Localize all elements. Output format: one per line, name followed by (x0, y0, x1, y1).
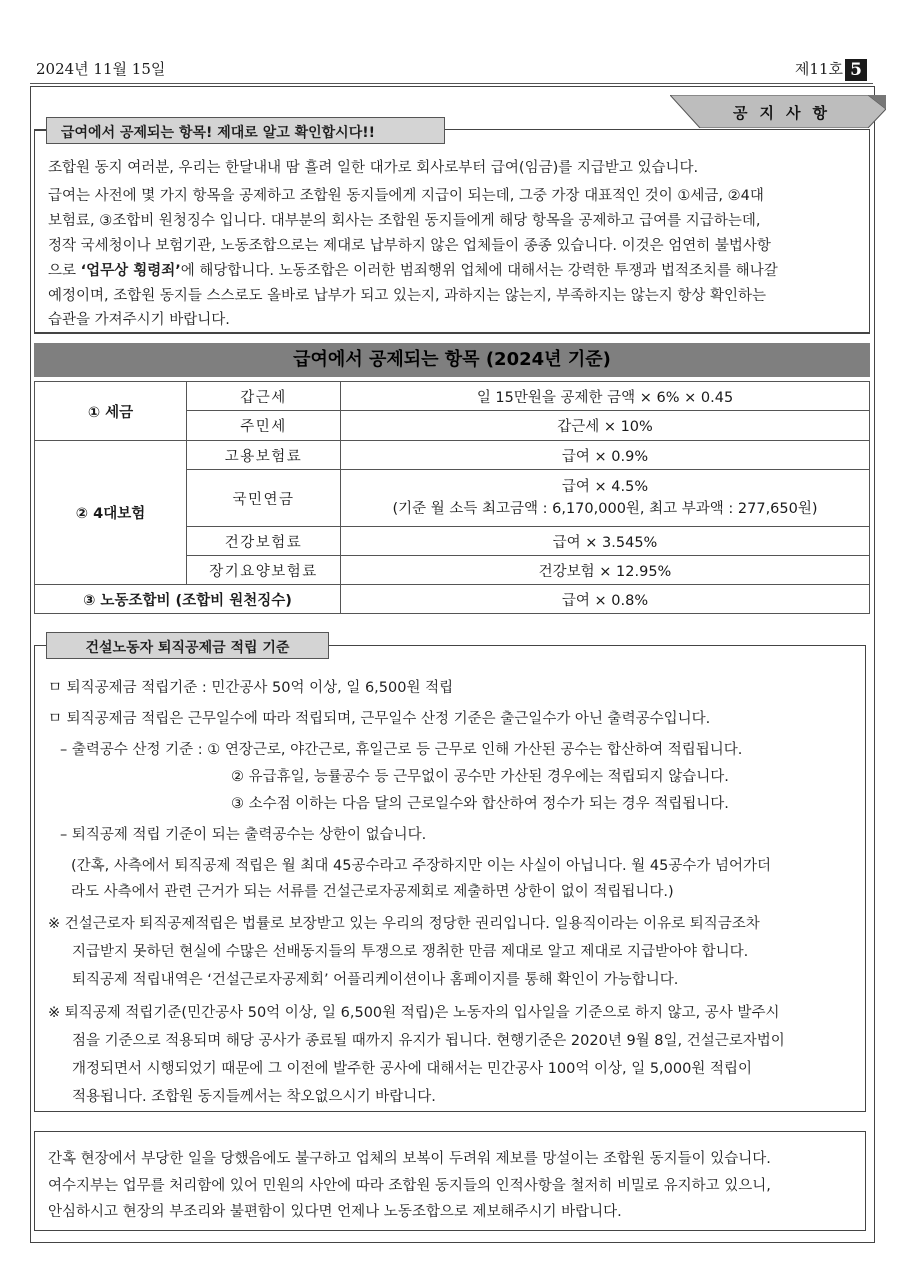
retirement-line-2: ㅁ 퇴직공제금 적립은 근무일수에 따라 적립되며, 근무일수 산정 기준은 출근일수가 아닌 출력공수입니다. (48, 711, 711, 727)
retirement-line-15: 적용됩니다. 조합원 동지들께서는 착오없으시기 바랍니다. (72, 1089, 436, 1105)
formula-health-insurance: 급여 × 3.545% (341, 527, 870, 556)
section1-line5: 예정이며, 조합원 동지들 스스로도 올바로 납부가 되고 있는지, 과하지는 않는지, 부족하지는 않는지 항상 확인하는 (48, 288, 767, 304)
section1-line4-pre: 으로 (48, 263, 81, 279)
item-income-tax: 갑근세 (187, 382, 341, 411)
section1-line3: 정작 국세청이나 보험기관, 노동조합으로는 제대로 납부하지 않은 업체들이 종종 있습니다. 이것은 엄연히 불법사항 (48, 238, 771, 254)
retirement-line-9: ※ 건설근로자 퇴직공제적립은 법률로 보장받고 있는 우리의 정당한 권리입니다. 일용직이라는 이유로 퇴직금조차 (48, 916, 760, 932)
deduction-table (34, 381, 870, 614)
retirement-line-6: – 퇴직공제 적립 기준이 되는 출력공수는 상한이 없습니다. (60, 827, 427, 843)
footer-notice-line-3: 안심하시고 현장의 부조리와 불편함이 있다면 언제나 노동조합으로 제보해주시기 바랍니다. (48, 1204, 622, 1220)
footer-notice-line-1: 간혹 현장에서 부당한 일을 당했음에도 불구하고 업체의 보복이 두려워 제보를 망설이는 조합원 동지들이 있습니다. (48, 1151, 771, 1167)
insurance-category: ② 4대보험 (35, 441, 187, 585)
issue-date: 2024년 11월 15일 (36, 60, 166, 78)
retirement-line-10: 지급받지 못하던 현실에 수많은 선배동지들의 투쟁으로 쟁취한 만큼 제대로 알고 제대로 지급받아야 합니다. (72, 944, 749, 960)
section1-line6: 습관을 가져주시기 바랍니다. (48, 312, 230, 328)
deduction-table-title: 급여에서 공제되는 항목 (2024년 기준) (34, 343, 870, 377)
item-resident-tax: 주민세 (187, 411, 341, 441)
formula-union-dues: 급여 × 0.8% (341, 585, 870, 614)
section1-line1: 급여는 사전에 몇 가지 항목을 공제하고 조합원 동지들에게 지급이 되는데, 그중 가장 대표적인 것이 ①세금, ②4대 (48, 188, 764, 204)
table-row (35, 441, 870, 470)
item-employment-insurance: 고용보험료 (187, 441, 341, 470)
retirement-line-11: 퇴직공제 적립내역은 ‘건설근로자공제회’ 어플리케이션이나 홈페이지를 통해 확인이 가능합니다. (72, 972, 679, 988)
pension-note: (기준 월 소득 최고금액 : 6,170,000원, 최고 부과액 : 277,650원) (392, 501, 818, 517)
formula-long-term-care: 건강보험 × 12.95% (341, 556, 870, 585)
retirement-line-3: – 출력공수 산정 기준 : ① 연장근로, 야간근로, 휴일근로 등 근무로 인해 가산된 공수는 합산하여 적립됩니다. (60, 742, 743, 758)
section1-paragraph1: 조합원 동지 여러분, 우리는 한달내내 땀 흘려 일한 대가로 회사로부터 급여(임금)를 지급받고 있습니다. (48, 160, 699, 176)
tax-category: ① 세금 (35, 382, 187, 441)
notice-tab-label: 공지사항 (733, 104, 839, 122)
retirement-line-8: 라도 사측에서 관련 근거가 되는 서류를 건설근로자공제회로 제출하면 상한이 없이 적립됩니다.) (71, 884, 674, 900)
pension-formula: 급여 × 4.5% (561, 479, 649, 495)
section1-line4-post: 에 해당합니다. 노동조합은 이러한 범죄행위 업체에 대해서는 강력한 투쟁과 법적조치를 해나갈 (180, 263, 778, 279)
page-number: 5 (845, 59, 867, 81)
section1-line4 (48, 259, 858, 283)
retirement-line-5: ③ 소수점 이하는 다음 달의 근로일수와 합산하여 정수가 되는 경우 적립됩니다. (231, 796, 729, 812)
retirement-line-7: (간혹, 사측에서 퇴직공제 적립은 월 최대 45공수라고 주장하지만 이는 사실이 아닙니다. 월 45공수가 넘어가더 (71, 858, 771, 874)
formula-resident-tax: 갑근세 × 10% (341, 411, 870, 441)
retirement-line-14: 개정되면서 시행되었기 때문에 그 이전에 발주한 공사에 대해서는 민간공사 100억 이상, 일 5,000원 적립이 (72, 1061, 752, 1077)
table-row (35, 382, 870, 411)
section2-title: 건설노동자 퇴직공제금 적립 기준 (46, 632, 329, 659)
formula-employment-insurance: 급여 × 0.9% (341, 441, 870, 470)
retirement-line-12: ※ 퇴직공제 적립기준(민간공사 50억 이상, 일 6,500원 적립)은 노동자의 입사일을 기준으로 하지 않고, 공사 발주시 (48, 1005, 780, 1021)
retirement-line-4: ② 유급휴일, 능률공수 등 근무없이 공수만 가산된 경우에는 적립되지 않습니다. (231, 769, 729, 785)
formula-national-pension (341, 470, 870, 527)
header-rule (30, 83, 873, 84)
item-national-pension: 국민연금 (187, 470, 341, 527)
union-dues-category: ③ 노동조합비 (조합비 원천징수) (35, 585, 341, 614)
table-row (35, 585, 870, 614)
issue-number: 제11호 (794, 60, 843, 78)
section1-title-rule (34, 130, 46, 131)
embezzlement-term: ‘업무상 횡령죄’ (80, 263, 181, 279)
section1-line2: 보험료, ③조합비 원청징수 입니다. 대부분의 회사는 조합원 동지들에게 해당 항목을 공제하고 급여를 지급하는데, (48, 213, 761, 229)
notice-tab (670, 95, 886, 128)
retirement-line-1: ㅁ 퇴직공제금 적립기준 : 민간공사 50억 이상, 일 6,500원 적립 (48, 680, 454, 696)
item-long-term-care: 장기요양보험료 (187, 556, 341, 585)
footer-notice-line-2: 여수지부는 업무를 처리함에 있어 민원의 사안에 따라 조합원 동지들의 인적사항을 철저히 비밀로 유지하고 있으니, (48, 1178, 771, 1194)
section2-title-rule (34, 645, 46, 646)
formula-income-tax: 일 15만원을 공제한 금액 × 6% × 0.45 (341, 382, 870, 411)
item-health-insurance: 건강보험료 (187, 527, 341, 556)
retirement-line-13: 점을 기준으로 적용되며 해당 공사가 종료될 때까지 유지가 됩니다. 현행기준은 2020년 9월 8일, 건설근로자법이 (72, 1033, 785, 1049)
section1-title: 급여에서 공제되는 항목! 제대로 알고 확인합시다!! (46, 117, 445, 144)
